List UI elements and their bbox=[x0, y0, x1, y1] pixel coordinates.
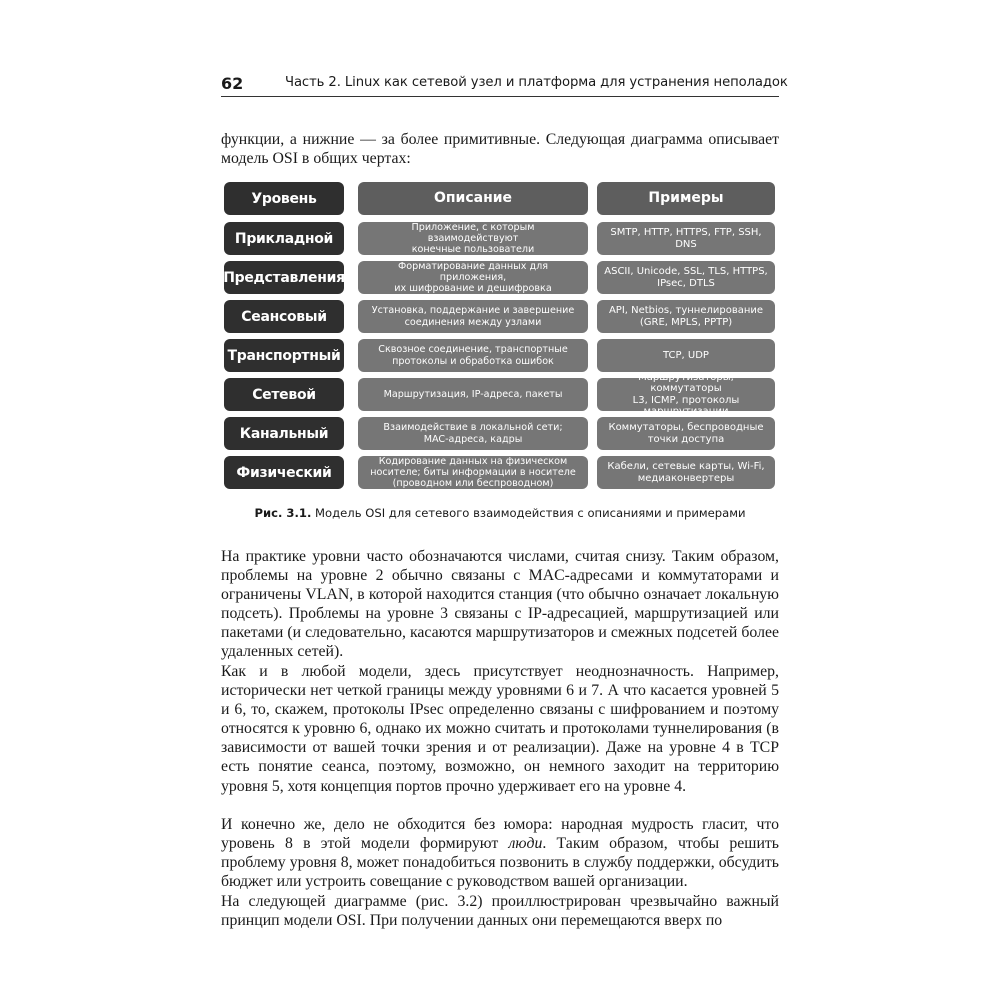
level-cell: Физический bbox=[224, 456, 344, 489]
osi-row bbox=[221, 339, 779, 372]
examples-cell: Кабели, сетевые карты, Wi-Fi, медиаконвертеры bbox=[597, 456, 775, 489]
header-examples: Примеры bbox=[597, 182, 775, 215]
osi-row bbox=[221, 300, 779, 333]
header-level: Уровень bbox=[224, 182, 344, 215]
description-cell: Кодирование данных на физическом носителе; биты информации в носителе (проводном или беспроводном) bbox=[358, 456, 588, 489]
caption-text: Модель OSI для сетевого взаимодействия с описаниями и примерами bbox=[311, 506, 746, 520]
paragraph: Как и в любой модели, здесь присутствует неоднозначность. Например, исторически нет четкой границы между уровнями 6 и 7. А что касается уровней 5 и 6, то, скажем, протоколы IPsec определенно связаны с шифрованием и поэтому относятся к уровню 6, однако их можно считать и протоколами туннелирования (в зависимости от вашей точки зрения и от реализации). Даже на уровне 4 в TCP есть понятие сеанса, поэтому, возможно, он немного заходит на территорию уровня 5, хотя концепция портов прочно удерживает его на уровне 4. bbox=[221, 663, 779, 795]
examples-cell: ASCII, Unicode, SSL, TLS, HTTPS, IPsec, DTLS bbox=[597, 261, 775, 294]
examples-cell: Коммутаторы, беспроводные точки доступа bbox=[597, 417, 775, 450]
running-title: Часть 2. Linux как сетевой узел и платформа для устранения неполадок bbox=[285, 75, 788, 90]
description-cell: Взаимодействие в локальной сети; MAC-адреса, кадры bbox=[358, 417, 588, 450]
osi-row bbox=[221, 417, 779, 450]
level-cell: Сетевой bbox=[224, 378, 344, 411]
figure-caption bbox=[221, 506, 779, 520]
examples-cell: SMTP, HTTP, HTTPS, FTP, SSH, DNS bbox=[597, 222, 775, 255]
description-cell: Форматирование данных для приложения, их шифрование и дешифровка bbox=[358, 261, 588, 294]
description-cell: Маршрутизация, IP-адреса, пакеты bbox=[358, 378, 588, 411]
examples-cell: TCP, UDP bbox=[597, 339, 775, 372]
caption-label: Рис. 3.1. bbox=[254, 506, 312, 520]
osi-row bbox=[221, 222, 779, 255]
header-description: Описание bbox=[358, 182, 588, 215]
running-header bbox=[221, 70, 788, 97]
emphasis-people: люди bbox=[508, 835, 543, 853]
paragraph: На следующей диаграмме (рис. 3.2) проиллюстрирован чрезвычайно важный принцип модели OSI. При получении данных они перемещаются вверх по bbox=[221, 893, 779, 930]
level-cell: Сеансовый bbox=[224, 300, 344, 333]
description-cell: Установка, поддержание и завершение соединения между узлами bbox=[358, 300, 588, 333]
paragraph-text: И конечно же, дело не обходится без юмора: народная мудрость гласит, что уровень 8 в этой модели формируют bbox=[221, 816, 779, 853]
level-cell: Прикладной bbox=[224, 222, 344, 255]
paragraph bbox=[221, 815, 779, 891]
examples-cell: Маршрутизаторы, коммутаторы L3, ICMP, протоколы маршрутизации bbox=[597, 378, 775, 411]
description-cell: Приложение, с которым взаимодействуют конечные пользователи bbox=[358, 222, 588, 255]
osi-row bbox=[221, 371, 779, 417]
intro-paragraph: функции, а нижние — за более примитивные. Следующая диаграмма описывает модель OSI в общих чертах: bbox=[221, 131, 779, 168]
page-number: 62 bbox=[221, 74, 244, 93]
osi-model-figure bbox=[221, 182, 779, 495]
paragraph: На практике уровни часто обозначаются числами, считая снизу. Таким образом, проблемы на уровне 2 обычно связаны с MAC-адресами и коммутаторами и ограничены VLAN, в которой находится станция (что обычно означает локальную подсеть). Проблемы на уровне 3 связаны с IP-адресацией, маршрутизацией или пакетами (и следовательно, касаются маршрутизаторов и смежных подсетей более удаленных сетей). bbox=[221, 548, 779, 661]
level-cell: Канальный bbox=[224, 417, 344, 450]
level-cell: Транспортный bbox=[224, 339, 344, 372]
examples-cell: API, Netbios, туннелирование (GRE, MPLS, PPTP) bbox=[597, 300, 775, 333]
osi-row bbox=[221, 456, 779, 489]
description-cell: Сквозное соединение, транспортные протоколы и обработка ошибок bbox=[358, 339, 588, 372]
paragraph-text: . Таким образом, чтобы решить проблему уровня 8, может понадобиться позвонить в службу поддержки, обсудить бюджет или устроить совещание с руководством вашей организации. bbox=[221, 835, 779, 891]
level-cell: Представления bbox=[224, 261, 344, 294]
figure-header-row bbox=[221, 182, 779, 215]
osi-row bbox=[221, 261, 779, 294]
